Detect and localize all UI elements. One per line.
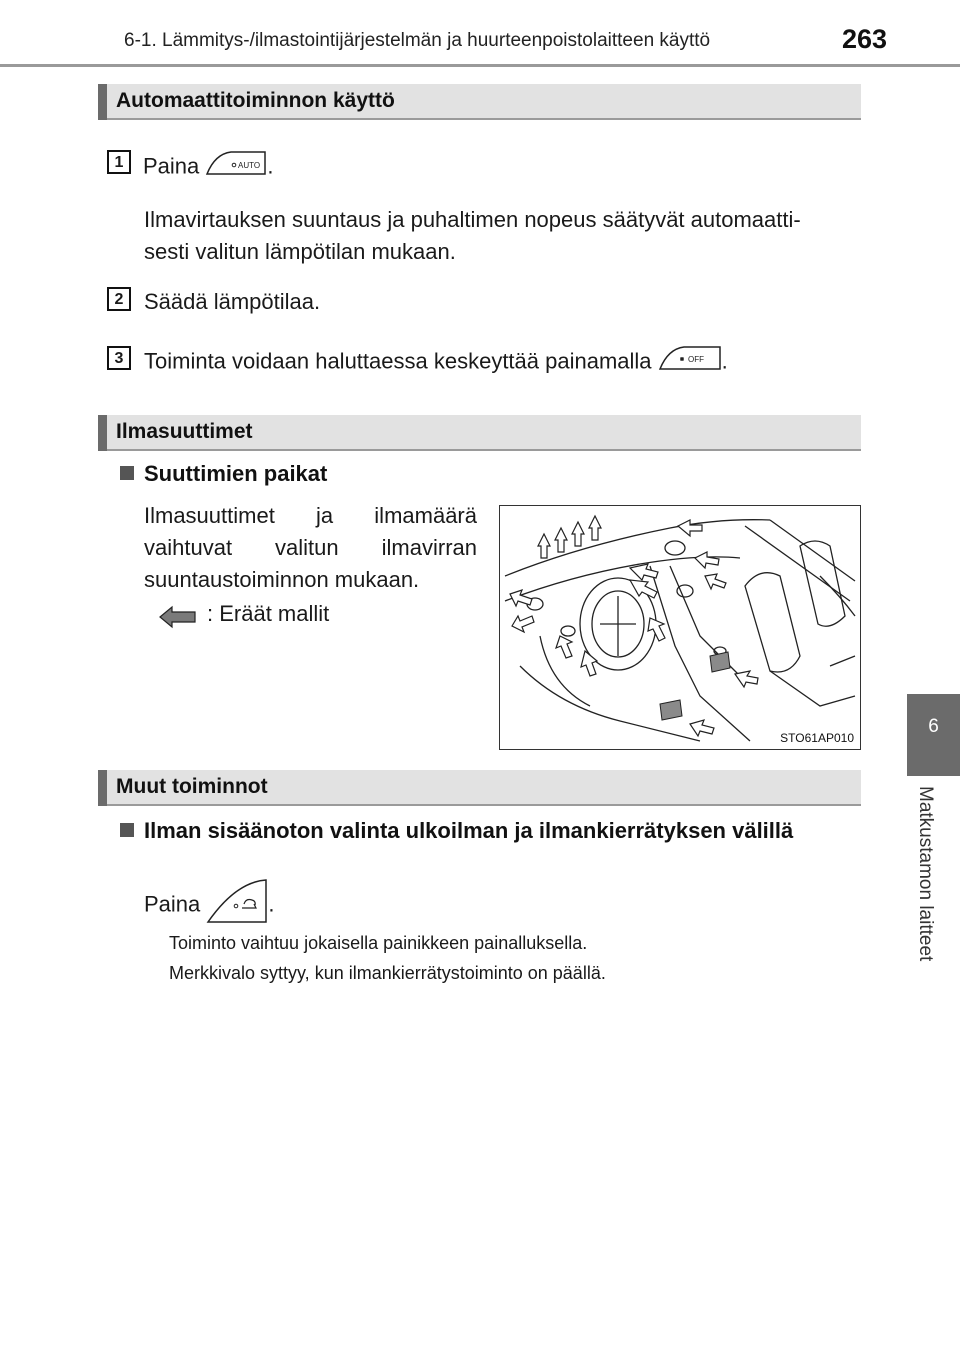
- vents-subheading: [120, 461, 327, 487]
- auto-button-icon: [205, 150, 267, 185]
- other-subheading-text: Ilman sisäänoton valinta ulkoilman ja ilmankierrätyksen välillä: [144, 818, 794, 843]
- step-3-label: Toiminta voidaan haluttaessa keskeyttää painamalla: [144, 348, 652, 374]
- off-button-icon: [658, 345, 722, 380]
- section-heading-other: [98, 770, 861, 806]
- section-title: Ilmasuuttimet: [116, 420, 253, 443]
- auto-button-label: AUTO: [238, 161, 261, 170]
- other-subheading: [120, 818, 793, 844]
- header-rule: [0, 64, 960, 67]
- chapter-number: 6: [928, 716, 939, 737]
- recirc-note-2: Merkkivalo syttyy, kun ilmankierrätystoiminto on päällä.: [169, 963, 606, 983]
- page-number: 263: [842, 24, 888, 54]
- off-button-label: OFF: [687, 355, 704, 364]
- section-title: Muut toiminnot: [116, 775, 268, 798]
- section-bar: [98, 770, 107, 806]
- recirc-press-text: [144, 878, 275, 933]
- step-3-period: .: [721, 348, 728, 374]
- step-1-detail-line2: sesti valitun lämpötilan mukaan.: [144, 239, 456, 264]
- vents-figure: [499, 505, 861, 750]
- section-title: Automaattitoiminnon käyttö: [116, 89, 395, 112]
- recirc-period: .: [268, 891, 275, 917]
- optional-vent-arrow-icon: [158, 604, 198, 635]
- page-header-title: 6-1. Lämmitys-/ilmastointijärjestelmän ja huurteenpoistolaitteen käyttö: [124, 30, 711, 51]
- vents-text-line3: suuntaustoiminnon mukaan.: [144, 567, 420, 592]
- step-number-3: 3: [107, 346, 131, 370]
- vents-text-line1: Ilmasuuttimet ja ilmamäärä: [144, 503, 477, 528]
- section-bar: [98, 415, 107, 451]
- step-number-2: 2: [107, 287, 131, 311]
- section-bar: [98, 84, 107, 120]
- figure-code: STO61AP010: [780, 731, 854, 745]
- recirculation-button-icon: [206, 878, 268, 933]
- vents-legend: : Eräät mallit: [207, 601, 330, 626]
- vents-subheading-text: Suuttimien paikat: [144, 461, 328, 486]
- step-1-detail-line1: Ilmavirtauksen suuntaus ja puhaltimen nopeus säätyvät automaatti-: [144, 207, 801, 232]
- recirc-note-1: Toiminto vaihtuu jokaisella painikkeen painalluksella.: [169, 933, 588, 953]
- step-1-label: Paina: [143, 153, 200, 179]
- chapter-label: Matkustamon laitteet: [915, 786, 936, 962]
- section-heading-auto: [98, 84, 861, 120]
- step-2-text: Säädä lämpötilaa.: [144, 289, 321, 314]
- bullet-square-icon: [120, 823, 134, 837]
- step-1-text: [143, 150, 274, 185]
- step-3-text: [144, 345, 728, 380]
- step-1-period: .: [267, 153, 274, 179]
- recirc-press-label: Paina: [144, 891, 201, 917]
- step-number-1: 1: [107, 150, 131, 174]
- car-interior-illustration: [500, 506, 859, 748]
- vents-text-line2: vaihtuvat valitun ilmavirran: [144, 535, 477, 560]
- section-heading-vents: [98, 415, 861, 451]
- bullet-square-icon: [120, 466, 134, 480]
